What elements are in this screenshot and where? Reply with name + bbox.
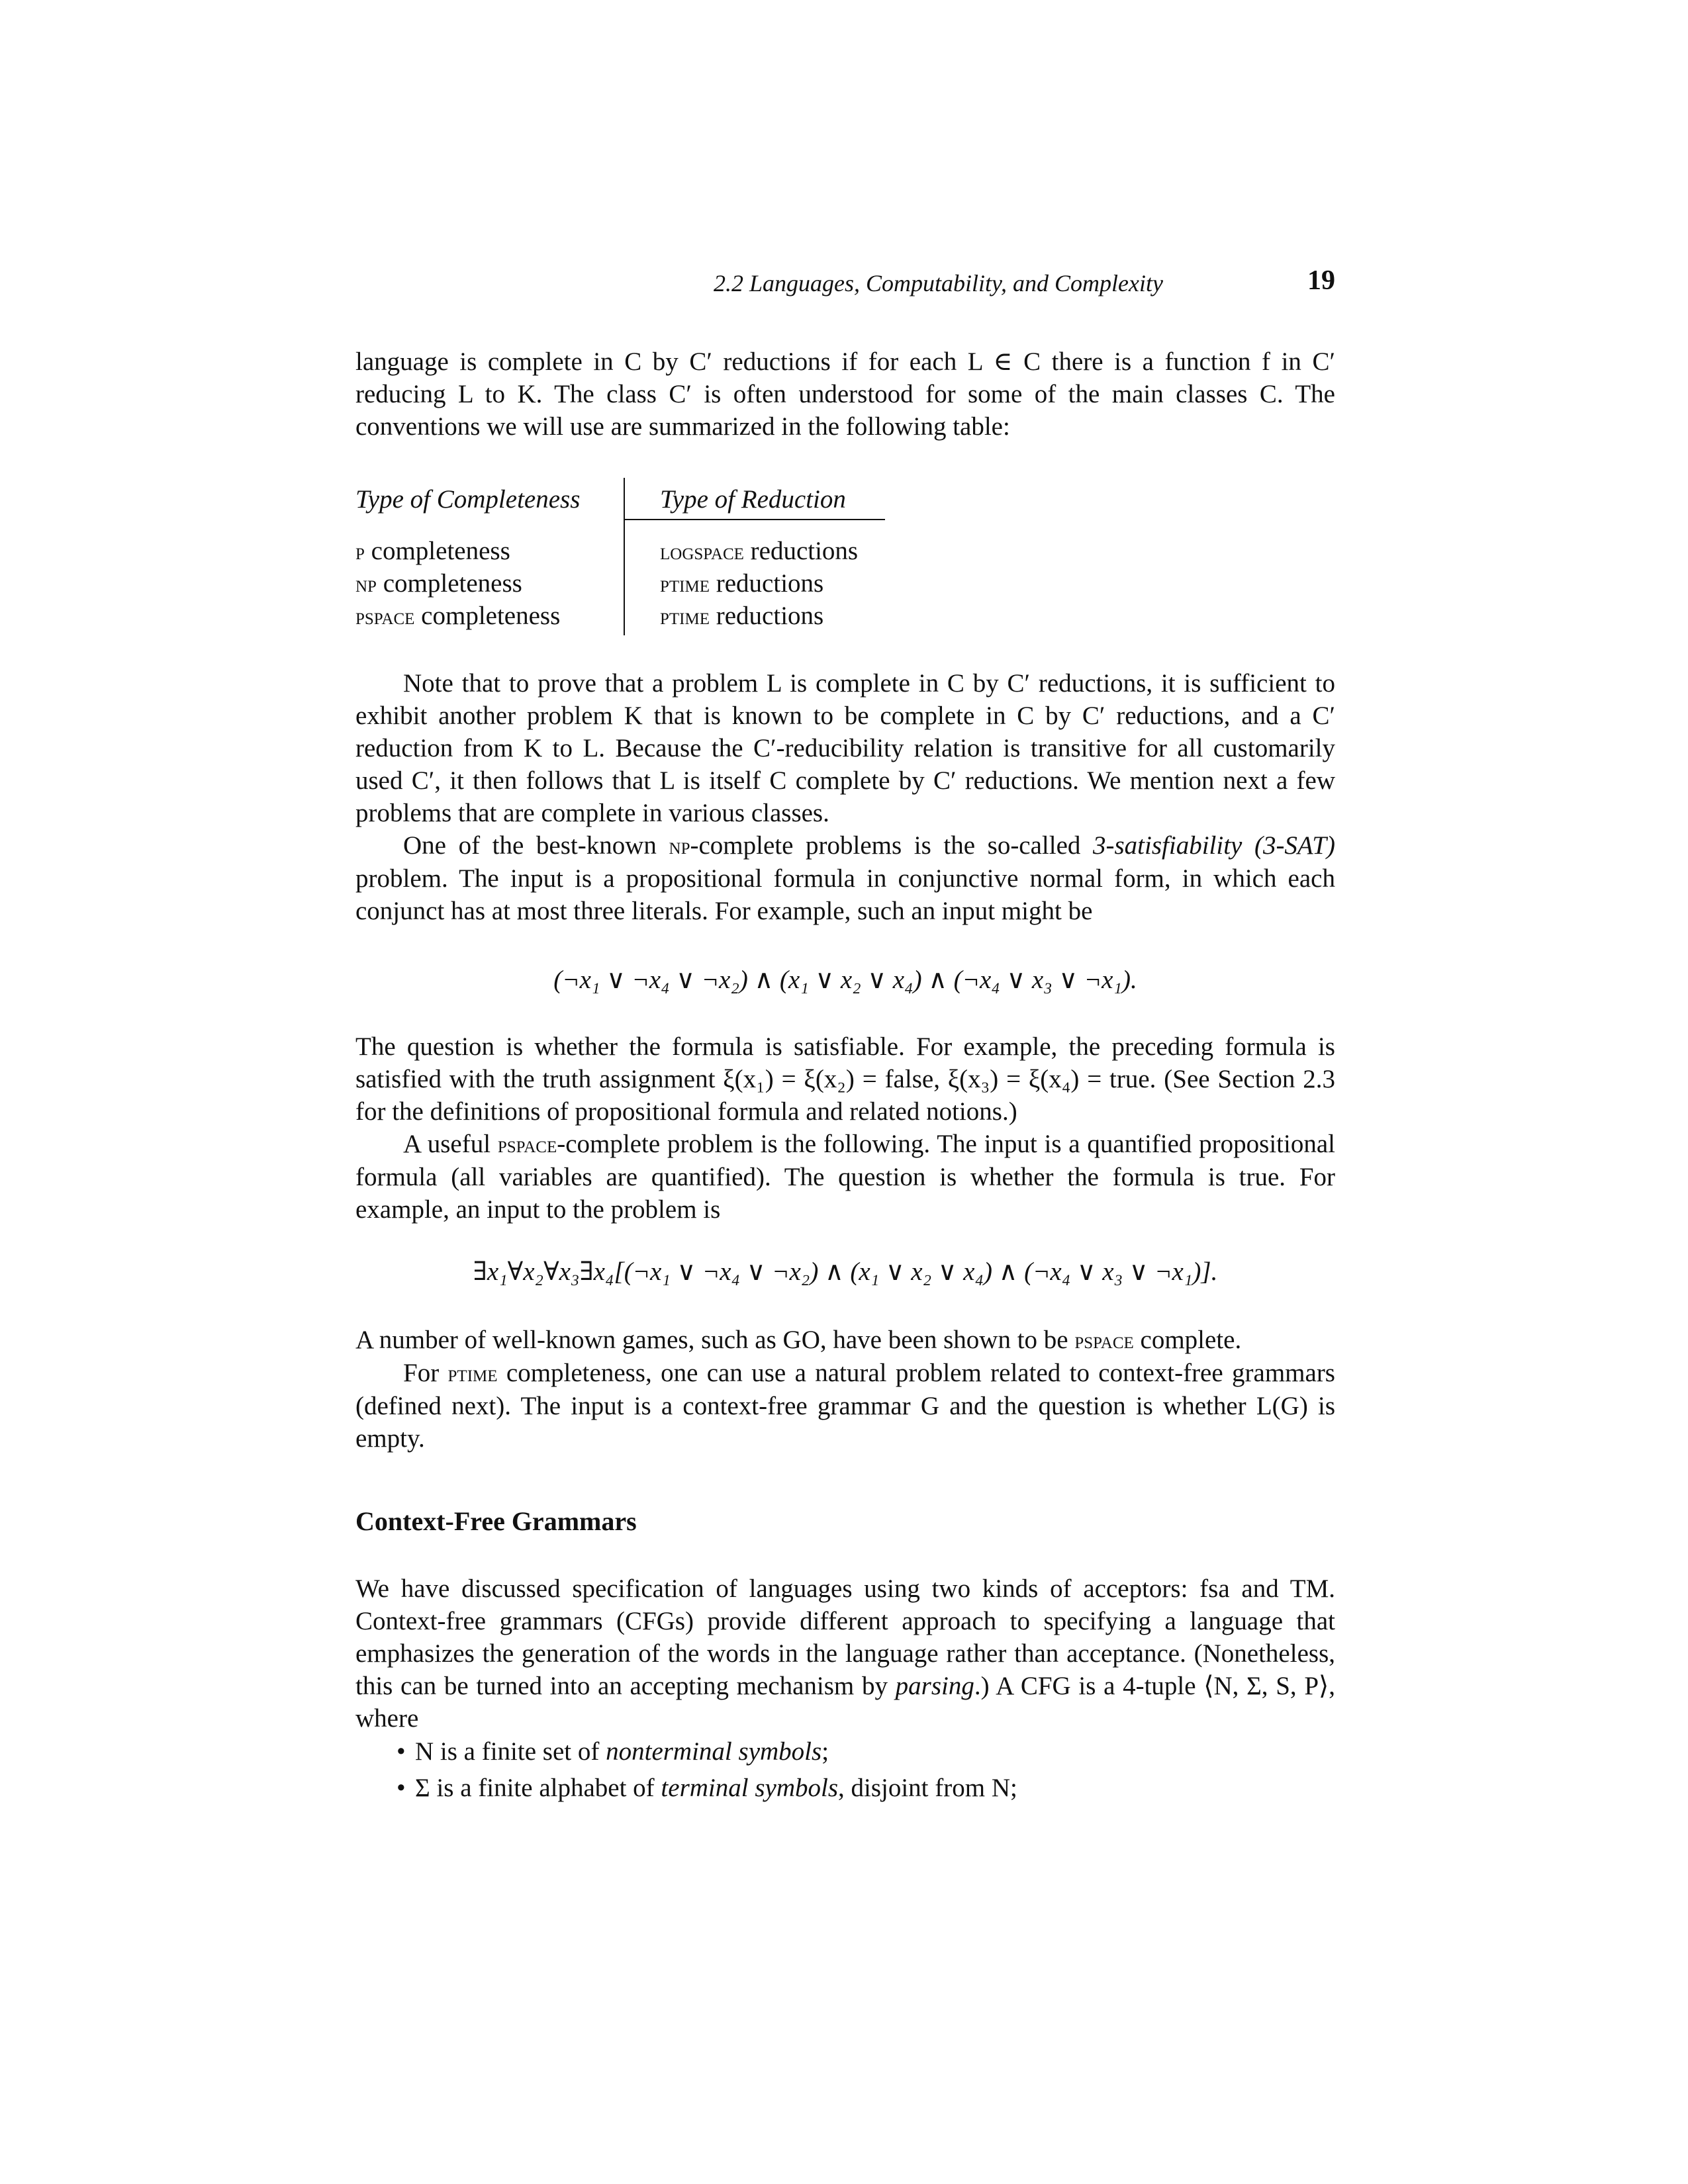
- complexity-class: p: [355, 538, 365, 565]
- intro-paragraph: [355, 345, 1335, 443]
- table-header: [355, 478, 898, 518]
- complexity-class: np: [355, 570, 377, 597]
- paragraph-reduction-note: Note that to prove that a problem L is complete in C by C′ reductions, it is sufficient to exhibit another problem K that is known to be complete in C by C′ reductions, and a C′ reduction from K to L. Because the C′-reducibility relation is transitive for all customarily used C′, it then follows that L is itself C complete by C′ reductions. We mention next a few problems that are complete in various classes.: [355, 669, 1335, 827]
- page-number: 19: [1307, 265, 1335, 296]
- table-row: pspace completeness ptime reductions: [355, 602, 824, 630]
- list-item: • N is a finite set of nonterminal symbols;: [355, 1735, 1335, 1768]
- paragraph-games: A number of well-known games, such as GO, have been shown to be pspace complete.: [355, 1326, 1242, 1354]
- table-row: p completeness logspace reductions: [355, 537, 859, 565]
- section-body: [355, 1572, 1335, 1735]
- table-horizontal-rule: [624, 519, 885, 520]
- table-header-reduction: Type of Reduction: [660, 485, 846, 514]
- complexity-class: pspace: [355, 603, 415, 629]
- bullet-icon: •: [397, 1774, 406, 1802]
- section-heading: Context-Free Grammars: [355, 1506, 637, 1536]
- paragraph-satisfiable: The question is whether the formula is satisfiable. For example, the preceding formula is satisfied with the truth assignment ξ(x₁) = ξ(x₂) = false, ξ(x₃) = ξ(x₄) = true. (See Section 2.3 for the definitions of propositional formula and related notions.): [355, 1032, 1335, 1126]
- paragraph-pspace: A useful pspace-complete problem is the following. The input is a quantified propositional formula (all variables are quantified). The question is whether the formula is true. For example, an input to the problem is: [355, 1130, 1335, 1224]
- table-row: np completeness ptime reductions: [355, 569, 824, 598]
- completeness-table: [355, 478, 898, 630]
- reduction-class: logspace: [660, 538, 744, 565]
- reduction-class: ptime: [660, 570, 710, 597]
- running-head: 2.2 Languages, Computability, and Complexity: [714, 270, 1163, 296]
- paragraph-ptime: For ptime completeness, one can use a natural problem related to context-free grammars (defined next). The input is a context-free grammar G and the question is whether L(G) is empty.: [355, 1359, 1335, 1453]
- term-parsing: parsing: [895, 1672, 974, 1700]
- paragraph-3sat: One of the best-known np-complete problems is the so-called 3-satisfiability (3-SAT) problem. The input is a propositional formula in conjunctive normal form, in which each conjunct has at most three literals. For example, such an input might be: [355, 831, 1335, 925]
- term-3sat: 3-satisfiability (3-SAT): [1093, 831, 1335, 860]
- paragraph-cfg-intro: We have discussed specification of languages using two kinds of acceptors: fsa and TM. Context-free grammars (CFGs) provide different approach to specifying a language that emphasizes the generation of the words in the language rather than acceptance. (Nonetheless, this can be turned into an accepting mechanism by parsing.) A CFG is a 4-tuple ⟨N, Σ, S, P⟩, where: [355, 1574, 1335, 1733]
- reduction-class: ptime: [660, 603, 710, 629]
- body-block-3: [355, 1324, 1335, 1455]
- equation-cnf: (¬x₁ ∨ ¬x₄ ∨ ¬x₂) ∧ (x₁ ∨ x₂ ∨ x₄) ∧ (¬x₄ ∨ x₃ ∨ ¬x₁).: [553, 966, 1137, 994]
- body-block-1: [355, 667, 1335, 927]
- body-block-2: [355, 1030, 1335, 1226]
- intro-text: language is complete in C by C′ reductions if for each L ∈ C there is a function f in C′ reducing L to K. The class C′ is often understood for some of the main classes C. The conventions we will use are summarized in the following table:: [355, 347, 1335, 441]
- list-item: • Σ is a finite alphabet of terminal symbols, disjoint from N;: [355, 1772, 1335, 1804]
- cfg-definition-list: [355, 1735, 1335, 1804]
- bullet-icon: •: [397, 1737, 406, 1766]
- equation-quantified: ∃x₁∀x₂∀x₃∃x₄[(¬x₁ ∨ ¬x₄ ∨ ¬x₂) ∧ (x₁ ∨ x₂ ∨ x₄) ∧ (¬x₄ ∨ x₃ ∨ ¬x₁)].: [473, 1257, 1218, 1286]
- page-header: [355, 265, 1335, 304]
- table-header-completeness: Type of Completeness: [355, 485, 581, 514]
